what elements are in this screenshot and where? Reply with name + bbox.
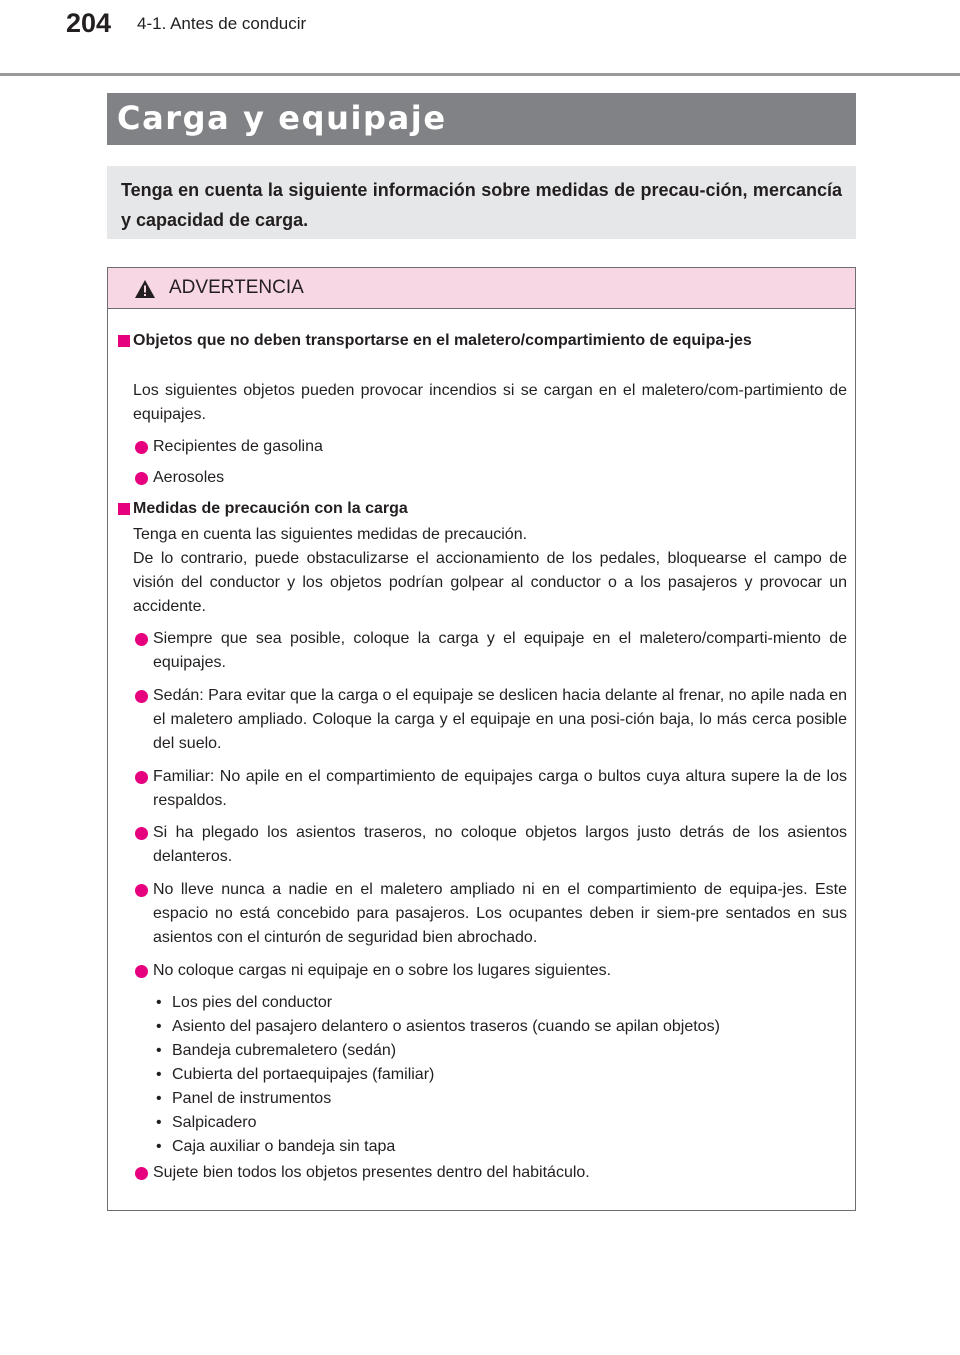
sub-list-item-text: Asiento del pasajero delantero o asientos traseros (cuando se apilan objetos) [172,1018,720,1035]
small-bullet-icon: • [156,994,162,1011]
round-bullet-icon [135,827,148,840]
sub-list-item-text: Cubierta del portaequipajes (familiar) [172,1066,435,1083]
list-item-text: Sujete bien todos los objetos presentes dentro del habitáculo. [153,1164,590,1181]
list-item-text: Siempre que sea posible, coloque la carga y el equipaje en el maletero/comparti-miento de equipajes. [153,630,847,671]
list-item-text: Aerosoles [153,469,225,486]
section2-text2: De lo contrario, puede obstaculizarse el accionamiento de los pedales, bloquearse el campo de visión del conductor y los objetos podrían golpear al conductor o a los pasajeros y provocar un accidente. [133,550,847,615]
sub-list-item-text: Caja auxiliar o bandeja sin tapa [172,1138,396,1155]
small-bullet-icon: • [156,1066,162,1083]
small-bullet-icon: • [156,1018,162,1035]
round-bullet-icon [135,771,148,784]
sub-list-item-text: Los pies del conductor [172,994,333,1011]
section1-text: Los siguientes objetos pueden provocar incendios si se cargan en el maletero/com-partimiento de equipajes. [133,382,847,423]
list-item-text: No coloque cargas ni equipaje en o sobre los lugares siguientes. [153,962,612,979]
list-item-text: Recipientes de gasolina [153,438,323,455]
header-rule [0,73,960,76]
running-head: 4-1. Antes de conducir [137,14,307,33]
warning-triangle-icon [134,279,156,299]
round-bullet-icon [135,884,148,897]
small-bullet-icon: • [156,1090,162,1107]
round-bullet-icon [135,690,148,703]
intro-text: Tenga en cuenta la siguiente información sobre medidas de precau-ción, mercancía y capacidad de carga. [121,180,842,230]
warning-box [107,267,856,1211]
list-item-text: Si ha plegado los asientos traseros, no coloque objetos largos justo detrás de los asientos delanteros. [153,824,847,865]
list-item-text: No lleve nunca a nadie en el maletero ampliado ni en el compartimiento de equipa-jes. Este espacio no está concebido para pasajeros. Los ocupantes deben ir siem-pre sentados en sus asientos con el cinturón de seguridad bien abrochado. [153,881,847,946]
section-title-bar [107,93,856,145]
small-bullet-icon: • [156,1114,162,1131]
small-bullet-icon: • [156,1042,162,1059]
round-bullet-icon [135,441,148,454]
warning-header [108,268,855,309]
section2-text1: Tenga en cuenta las siguientes medidas de precaución. [133,526,528,543]
sub-list-item-text: Salpicadero [172,1114,257,1131]
section-title: Carga y equipaje [117,99,447,137]
page-number: 204 [66,8,112,38]
list-item-text: Sedán: Para evitar que la carga o el equipaje se deslicen hacia delante al frenar, no apile nada en el maletero ampliado. Coloque la carga y el equipaje en una posi-ción baja, lo más cerca posible del suelo. [153,687,847,752]
list-item-text: Familiar: No apile en el compartimiento de equipajes carga o bultos cuya altura supere la de los respaldos. [153,768,847,809]
round-bullet-icon [135,633,148,646]
round-bullet-icon [135,472,148,485]
square-bullet-icon [118,335,130,347]
section2-heading: Medidas de precaución con la carga [133,500,408,517]
round-bullet-icon [135,965,148,978]
warning-label: ADVERTENCIA [169,277,304,298]
sub-list-item-text: Bandeja cubremaletero (sedán) [172,1042,397,1059]
small-bullet-icon: • [156,1138,162,1155]
intro-box [107,166,856,239]
section1-heading: Objetos que no deben transportarse en el maletero/compartimiento de equipa-jes [133,332,752,349]
square-bullet-icon [118,503,130,515]
sub-list-item-text: Panel de instrumentos [172,1090,332,1107]
round-bullet-icon [135,1167,148,1180]
